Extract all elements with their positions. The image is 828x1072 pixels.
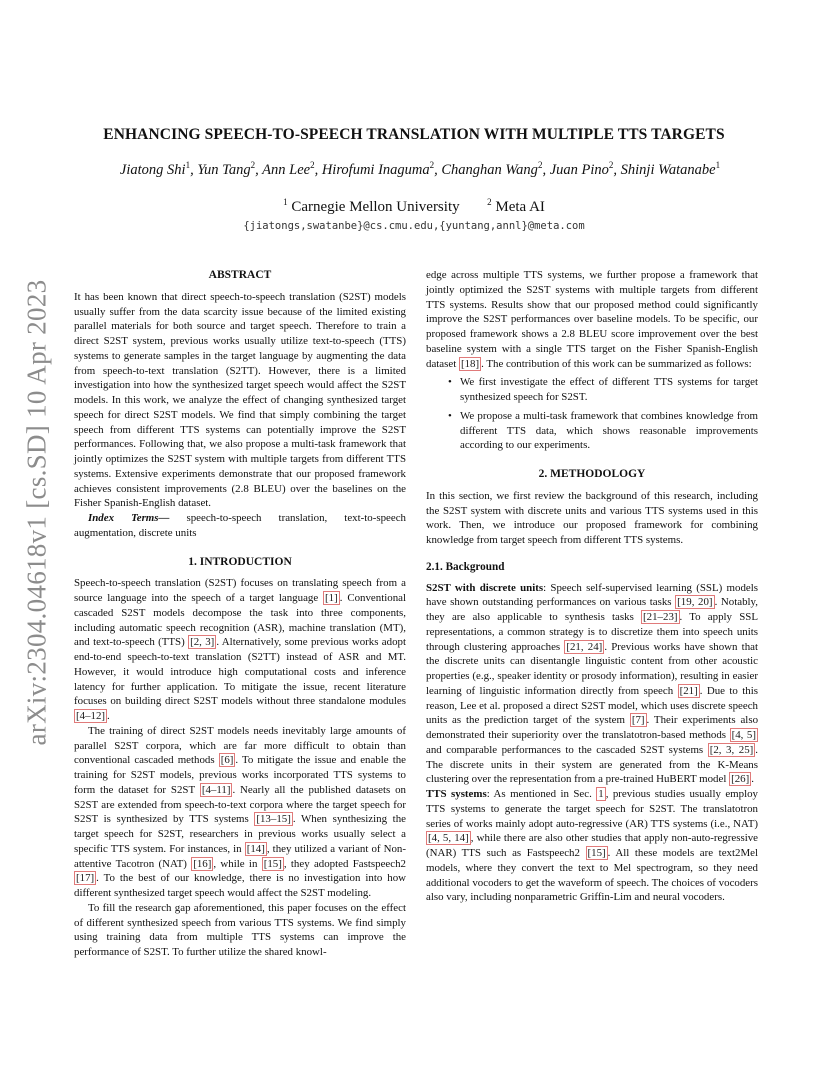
arxiv-id: arXiv:2304.04618v1 [cs.SD] 10 Apr 2023 [21,279,52,745]
citation-link[interactable]: [26] [731,773,750,786]
right-column [426,268,758,905]
citation-link[interactable]: [2, 3] [190,636,215,649]
list-item: • We first investigate the effect of different TTS systems for target synthesized speech for S2ST. [460,375,758,405]
tts-paragraph: TTS systems: As mentioned in Sec. 1 , previous studies usually employ TTS systems to generate the target speech for S2ST. The translatotron series of works mainly adopt auto-regressive (AR) TTS systems (i.e., NAT) [4, 5, 14] , while there are also other studies that apply non-auto-regressive (NAR) TTS such as Fastspeech2 [15] . All these models are text2Mel models, where they convert the text to Mel spectrogram, so they need additional vocoders to get the waveform of speech. The choices of vocoders also vary, including nonparametric Griffin-Lim and neural vocoders. [426,788,759,904]
citation-link[interactable]: [4, 5] [731,729,756,741]
citation-link[interactable]: [4–12] [76,710,106,722]
citation-link[interactable]: [13–15] [256,813,291,826]
citation-link[interactable]: [17] [76,872,95,885]
index-terms [74,511,406,541]
intro-heading: 1. INTRODUCTION [188,555,292,568]
intro-paragraph-3: To fill the research gap aforementioned, this paper focuses on the effect of different synthesized speech from various TTS systems. We find simply using training data from multiple TTS systems can improve the performance of S2ST. To further utilize the shared knowl- [74,901,406,958]
author: Ann Lee [262,161,311,178]
intro-paragraph-1: Speech-to-speech translation (S2ST) focuses on translating speech from a source language into the speech of a target language [1] . Conventional cascaded S2ST models decompose the task into three components, including automatic speech recognition (ASR), machine translation (MT), and text-to-speech (TTS) [2, 3] . Alternatively, some previous works adopt end-to-end speech-to-text translation (S2TT) instead of ASR and MT. However, it would introduce high computational costs and inference latency for further application. To mitigate the issue, recent literature focuses on building direct S2ST models without three standalone modules [4–12] . [74,577,406,722]
citation-link[interactable]: [15] [263,857,282,870]
author: Yun Tang [197,161,251,178]
citation-link[interactable]: [21, 24] [566,640,603,653]
citation-link[interactable]: [4, 5, 14] [428,832,469,845]
list-item: • We propose a multi-task framework that combines knowledge from different TTS data, which shows reasonable improvements according to our experiments. [460,409,758,453]
intro-paragraph-2: The training of direct S2ST models needs inevitably large amounts of parallel S2ST corpora, which are far more difficult to obtain than conventional cascaded methods [6] . To mitigate the issue and enable the training for S2ST models, previous works incorporated TTS systems to form the dataset for S2ST [4–11] . Nearly all the published datasets on S2ST are extended from speech-to-text corpora where the target speech for S2ST is synthesized by TTS systems [13–15] . When synthesizing the target speech for S2ST, researchers in previous works usually select a specific TTS system. For instances, in [14] , they utilized a variant of Non-attentive Tacotron (NAT) [16] , while in [15] , they adopted Fastspeech2 [17] . To the best of our knowledge, there is no investigation into how different synthesized target speech would affect the S2ST modeling. [74,724,406,899]
author: Juan Pino [549,161,609,178]
citation-link[interactable]: [14] [246,842,265,855]
abstract-heading: ABSTRACT [208,269,272,281]
author: Jiatong Shi [119,161,186,178]
citation-link[interactable]: [18] [460,357,480,370]
left-column [74,268,406,960]
contribution-list [426,375,758,453]
intro-paragraph-continued: edge across multiple TTS systems, we further propose a framework that jointly optimized the S2ST systems with multiple targets from different TTS systems. Results show that our proposed method could significantly improve the S2ST performances over baseline models. To be specific, our proposed framework shows a 2.8 BLEU score improvement over the best baseline system with a single TTS target on the Fisher Spanish-English dataset [18] . The contribution of this work can be summarized as follows: [426,269,758,370]
author-list: Jiatong Shi$^1$, Yun Tang$^2$, Ann Lee$^2$, Hirofumi Inaguma$^2$, Changhan Wang$^2$, Juan Pino$^2$, Shinji Watanabe$^1$ [119,160,721,178]
citation-link[interactable]: [21] [679,684,698,697]
affiliations: $^1$ Carnegie Mellon University $^2$ Meta AI [283,197,545,215]
background-heading: 2.1. Background [426,560,505,573]
s2st-label: S2ST with discrete units [426,581,544,594]
citation-link[interactable]: [16] [193,857,212,870]
paper-title: ENHANCING SPEECH-TO-SPEECH TRANSLATION WITH MULTIPLE TTS TARGETS [103,126,725,143]
citation-link[interactable]: [2, 3, 25] [709,743,754,756]
abstract-text: It has been known that direct speech-to-speech translation (S2ST) models usually suffer from the data scarcity issue because of the limited existing parallel materials for both source and target speech. Therefore to train a direct S2ST system, previous works usually utilize text-to-speech (TTS) systems to generate samples in the target language by augmenting the data from speech-to-text translation (S2TT). However, there is a limited investigation into how the synthesized target speech would affect the S2ST models. In this work, we analyze the effect of changing synthesized target speech for direct S2ST models. We find that simply combining the target speech from different TTS systems can potentially improve the S2ST performances. Following that, we also propose a multi-task framework that jointly optimizes the S2ST system with multiple targets from different TTS systems. Extensive experiments demonstrate that our proposed framework achieves consistent improvements (2.8 BLEU) over the baselines on the Fisher Spanish-English dataset. [74,290,406,510]
author-emails: {jiatongs,swatanbe}@cs.cmu.edu,{yuntang,annl}@meta.com [243,220,585,232]
author: Hirofumi Inaguma [321,161,430,178]
citation-link[interactable]: [19, 20] [677,596,713,609]
section-link[interactable]: 1 [598,788,604,800]
citation-link[interactable]: [4–11] [201,783,231,796]
methodology-heading: 2. METHODOLOGY [538,468,646,480]
tts-label: TTS systems [426,788,487,800]
index-terms-label: Index Terms— [88,512,170,524]
s2st-paragraph: S2ST with discrete units: Speech self-supervised learning (SSL) models have shown outstanding performances on various tasks [19, 20] . Notably, they are also applicable to synthesis tasks [21–23] . To apply SSL representations, a common strategy is to discretize them into speech units through clustering approaches [21, 24] . Previous works have shown that the discrete units can disentangle linguistic content from other acoustic properties (e.g., speaker identity or prosody information), resulting in easier learning of linguistic information directly from speech [21] . Due to this reason, Lee et al. proposed a direct S2ST model, which uses discrete speech units as the prediction target of the system [7] . Their experiments also demonstrated their superiority over the translatotron-based methods [4, 5] and comparable performances to the cascaded S2ST systems [2, 3, 25] . The discrete units in their system are generated from the K-Means clustering over the representation from a pre-trained HuBERT model [26] . [426,581,759,786]
citation-link[interactable]: [7] [631,714,645,727]
affiliation: Meta AI [495,199,545,215]
methodology-intro: In this section, we first review the background of this research, including the S2ST system with discrete units and various TTS systems used in this work. Then, we introduce our proposed framework for combining knowledge from target speech from different TTS systems. [426,489,758,546]
index-terms-text: speech-to-speech translation, text-to-speech augmentation, discrete units [74,512,406,539]
affiliation: Carnegie Mellon University [291,199,460,215]
citation-link[interactable]: [1] [325,592,338,604]
citation-link[interactable]: [15] [587,847,606,859]
citation-link[interactable]: [6] [220,754,234,767]
author: Changhan Wang [441,161,538,178]
arxiv-watermark [21,279,52,745]
author: Shinji Watanabe [620,161,716,178]
citation-link[interactable]: [21–23] [643,611,678,623]
